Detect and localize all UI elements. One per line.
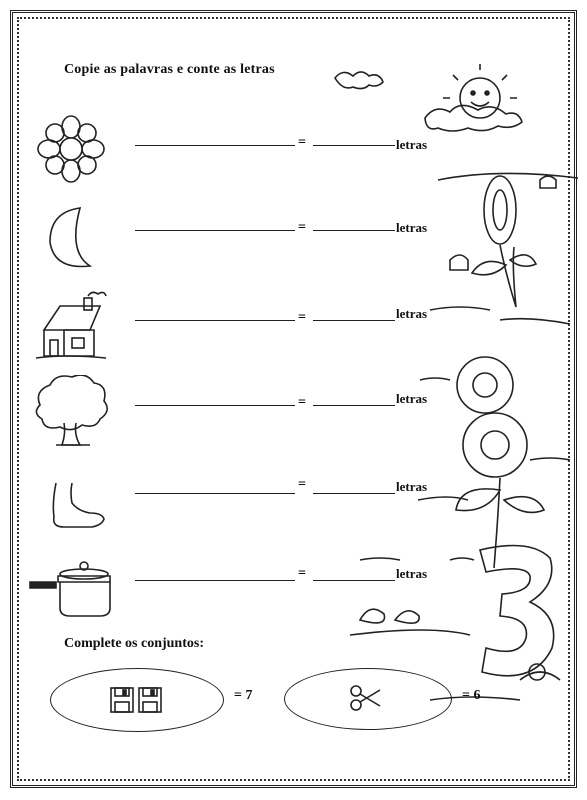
count-blank[interactable] (313, 145, 395, 146)
word-blank[interactable] (135, 230, 295, 231)
letras-label: letras (396, 391, 428, 406)
count-blank[interactable] (313, 405, 395, 406)
letras-label: letras (396, 479, 428, 494)
house-icon (26, 290, 116, 362)
word-blank[interactable] (135, 580, 295, 581)
word-blank[interactable] (135, 145, 295, 146)
count-blank[interactable] (313, 580, 395, 581)
word-row (0, 290, 587, 370)
count-blank[interactable] (313, 320, 395, 321)
cloud-icon (335, 72, 383, 89)
set-ellipse-disks[interactable] (50, 668, 224, 732)
letras-label: letras (396, 566, 428, 581)
letras-label: letras (396, 306, 428, 321)
word-blank[interactable] (135, 405, 295, 406)
word-blank[interactable] (135, 493, 295, 494)
word-row (0, 200, 587, 280)
word-blank[interactable] (135, 320, 295, 321)
instructions-heading: Copie as palavras e conte as letras (64, 62, 275, 77)
word-row (0, 465, 587, 545)
equals-sign: = (298, 566, 306, 581)
letras-label: letras (396, 220, 428, 235)
sets-heading: Complete os conjuntos: (64, 636, 204, 651)
word-row (0, 552, 587, 632)
flower-icon (26, 115, 116, 187)
moon-icon (26, 200, 116, 272)
set-ellipse-scissors[interactable] (284, 668, 452, 730)
count-blank[interactable] (313, 493, 395, 494)
set-count-disks: = 7 (234, 688, 253, 703)
equals-sign: = (298, 135, 306, 150)
count-blank[interactable] (313, 230, 395, 231)
disk-icon (109, 686, 165, 714)
scissors-icon (349, 683, 383, 713)
pan-icon (26, 552, 116, 624)
equals-sign: = (298, 395, 306, 410)
foot-icon (26, 465, 116, 537)
letras-label: letras (396, 137, 428, 152)
equals-sign: = (298, 477, 306, 492)
set-count-scissors: = 6 (462, 688, 481, 703)
word-row (0, 375, 587, 455)
word-row (0, 115, 587, 195)
tree-icon (26, 375, 116, 447)
equals-sign: = (298, 220, 306, 235)
equals-sign: = (298, 310, 306, 325)
